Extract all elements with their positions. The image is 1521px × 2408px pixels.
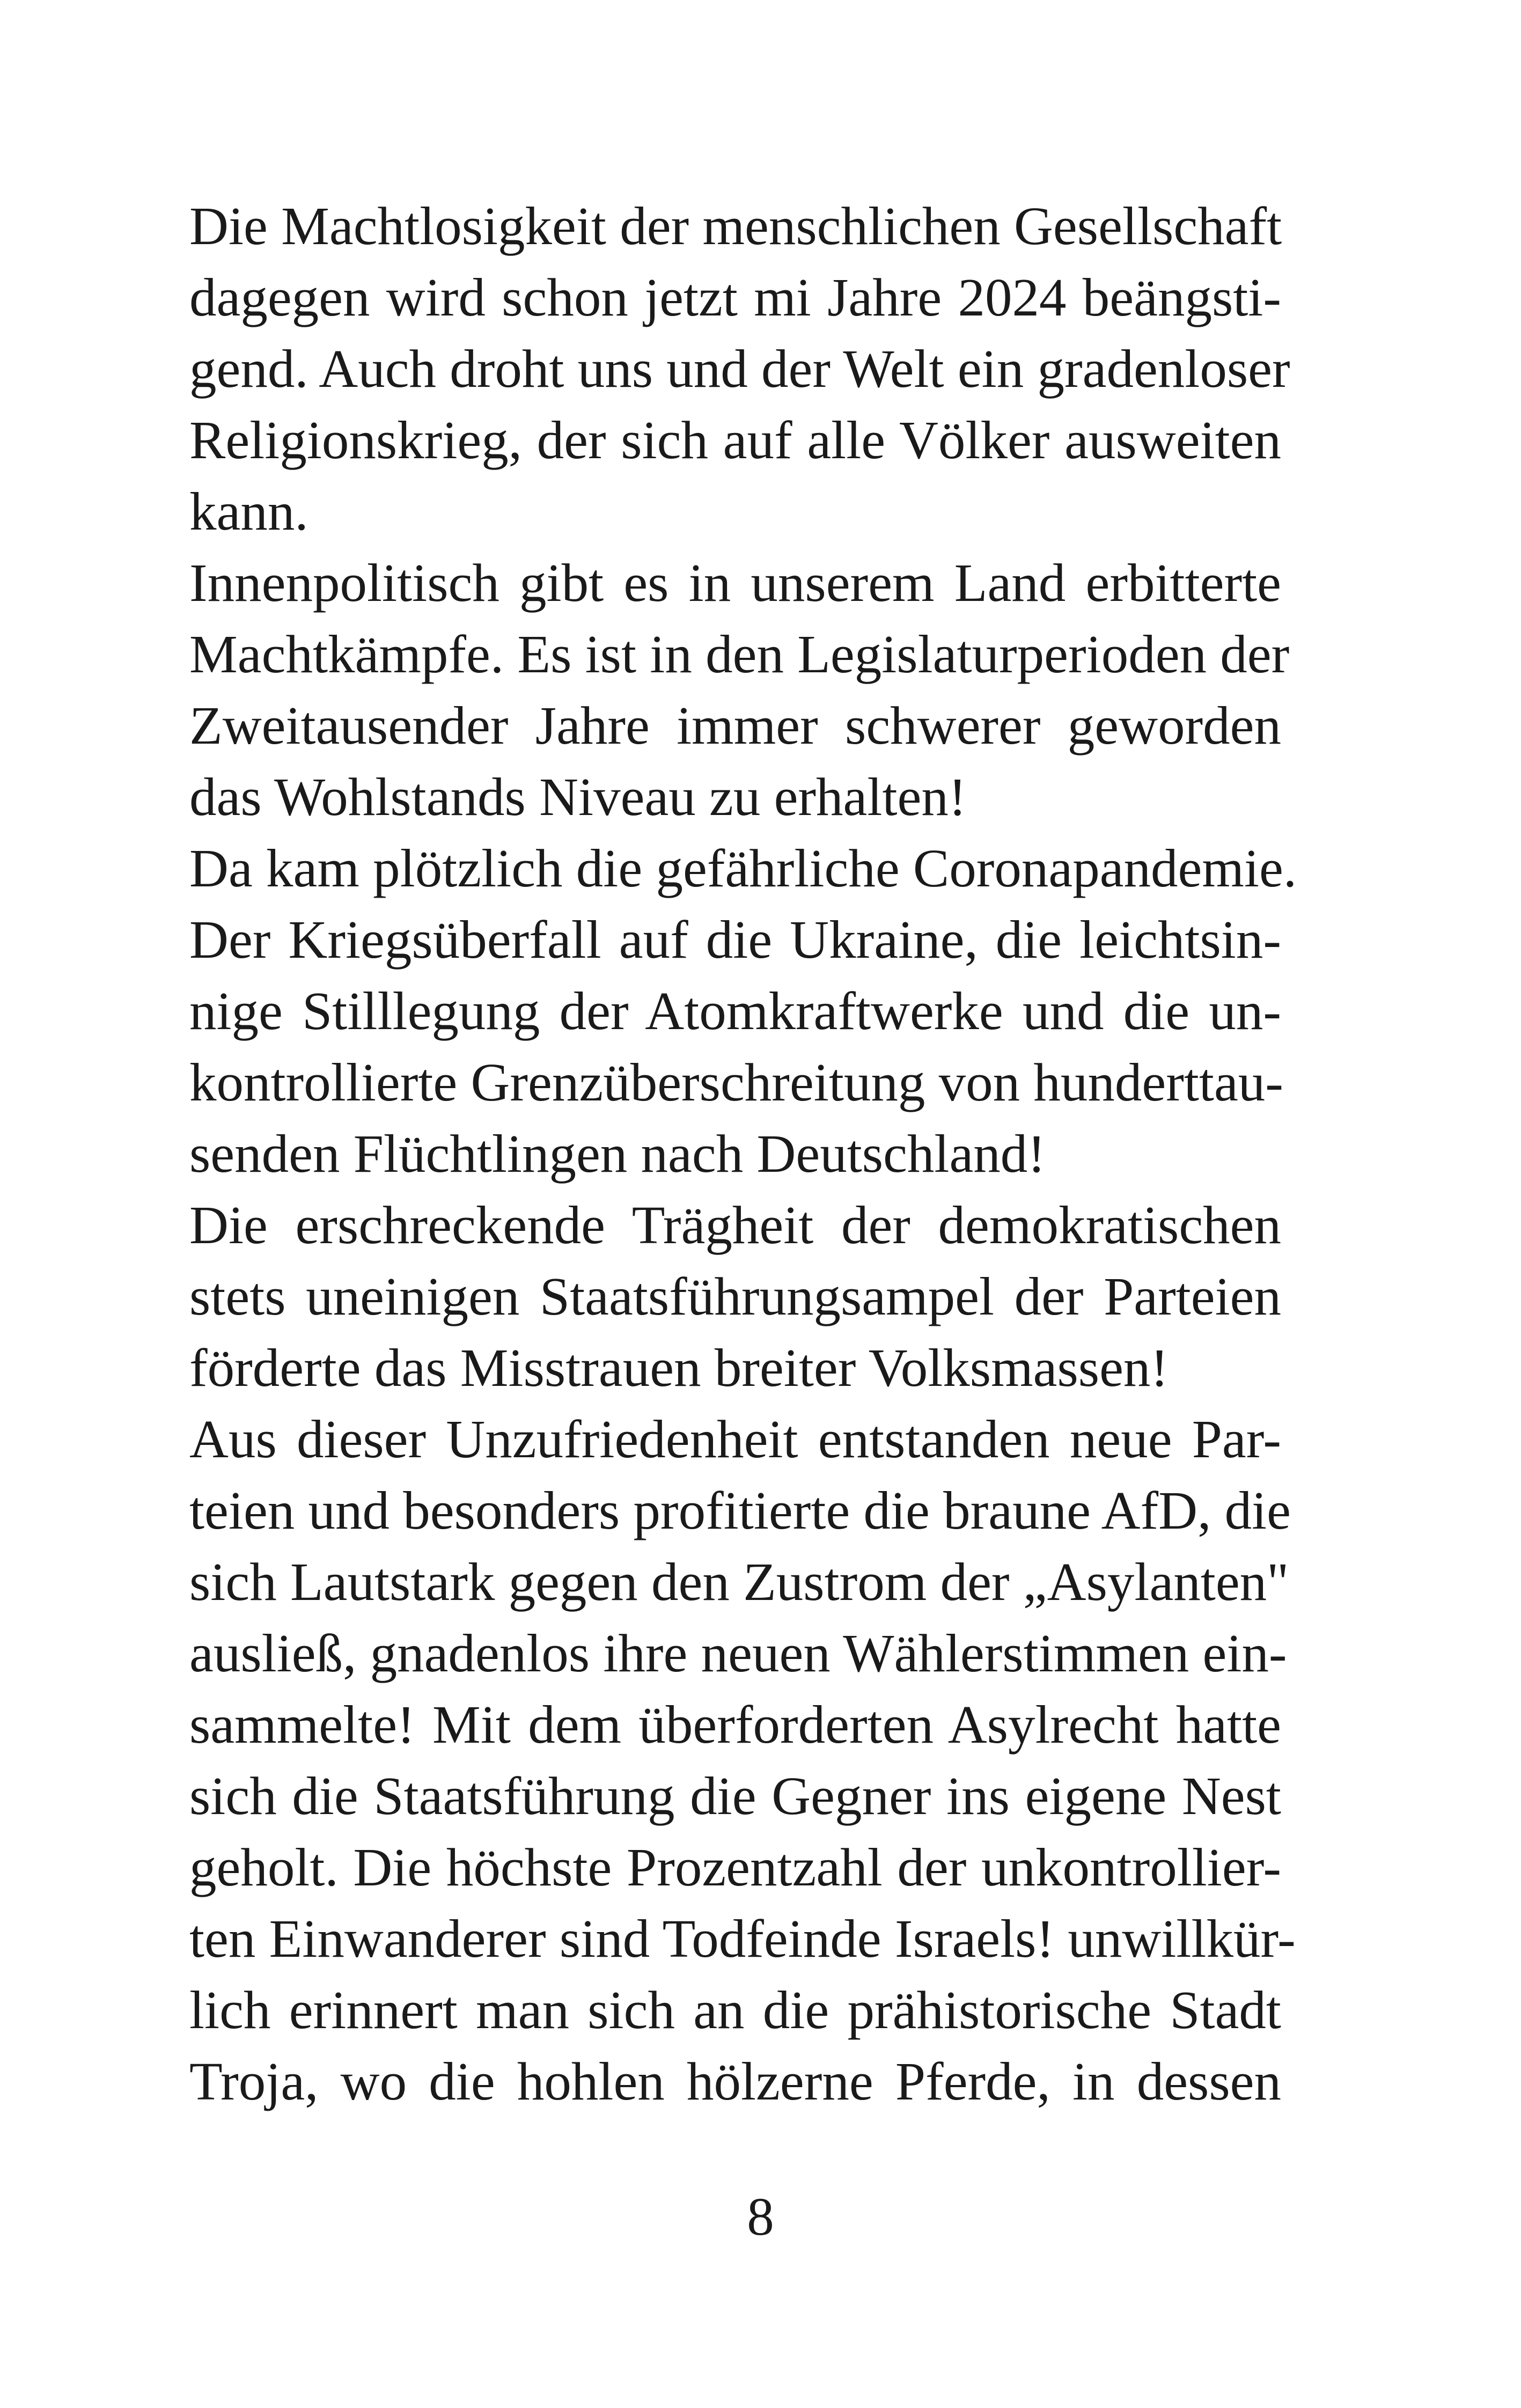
text-line: förderte das Misstrauen breiter Volksmassen! <box>189 1338 1169 1398</box>
text-line: nige Stilllegung der Atomkraftwerke und die un- <box>189 981 1281 1041</box>
text-line: Innenpolitisch gibt es in unserem Land erbitterte <box>189 553 1281 613</box>
text-line: kontrollierte Grenzüberschreitung von hunderttau- <box>189 1052 1283 1112</box>
text-line: teien und besonders profitierte die braune AfD, die <box>189 1480 1291 1540</box>
text-line: Zweitausender Jahre immer schwerer geworden <box>189 695 1281 755</box>
text-line: Machtkämpfe. Es ist in den Legislaturperioden der <box>189 624 1290 684</box>
text-line: ten Einwanderer sind Todfeinde Israels! unwillkür- <box>189 1908 1296 1969</box>
text-line: Da kam plötzlich die gefährliche Coronapandemie. <box>189 838 1297 898</box>
text-line: dagegen wird schon jetzt mi Jahre 2024 beängsti- <box>189 267 1281 327</box>
text-line: das Wohlstands Niveau zu erhalten! <box>189 767 967 827</box>
text-line: Die Machtlosigkeit der menschlichen Gesellschaft <box>189 196 1282 256</box>
text-line: ausließ, gnadenlos ihre neuen Wählerstimmen ein- <box>189 1623 1287 1683</box>
page-number: 8 <box>747 2186 774 2247</box>
text-line: kann. <box>189 481 308 541</box>
text-line: senden Flüchtlingen nach Deutschland! <box>189 1124 1046 1184</box>
text-line: lich erinnert man sich an die prähistorische Stadt <box>189 1980 1281 2040</box>
body-text <box>189 190 1297 2117</box>
text-line: gend. Auch droht uns und der Welt ein gradenloser <box>189 339 1290 399</box>
text-line: sich die Staatsführung die Gegner ins eigene Nest <box>189 1766 1281 1826</box>
text-line: stets uneinigen Staatsführungsampel der Parteien <box>189 1266 1281 1326</box>
text-line: geholt. Die höchste Prozentzahl der unkontrollier- <box>189 1837 1281 1897</box>
text-line: sammelte! Mit dem überforderten Asylrecht hatte <box>189 1694 1281 1754</box>
text-line: Religionskrieg, der sich auf alle Völker ausweiten <box>189 410 1281 470</box>
text-line: Die erschreckende Trägheit der demokratischen <box>189 1195 1281 1255</box>
text-line: Troja, wo die hohlen hölzerne Pferde, in dessen <box>189 2051 1281 2111</box>
text-line: Aus dieser Unzufriedenheit entstanden neue Par- <box>189 1409 1281 1469</box>
text-line: sich Lautstark gegen den Zustrom der „Asylanten" <box>189 1552 1289 1612</box>
text-line: Der Kriegsüberfall auf die Ukraine, die leichtsin- <box>189 909 1281 970</box>
